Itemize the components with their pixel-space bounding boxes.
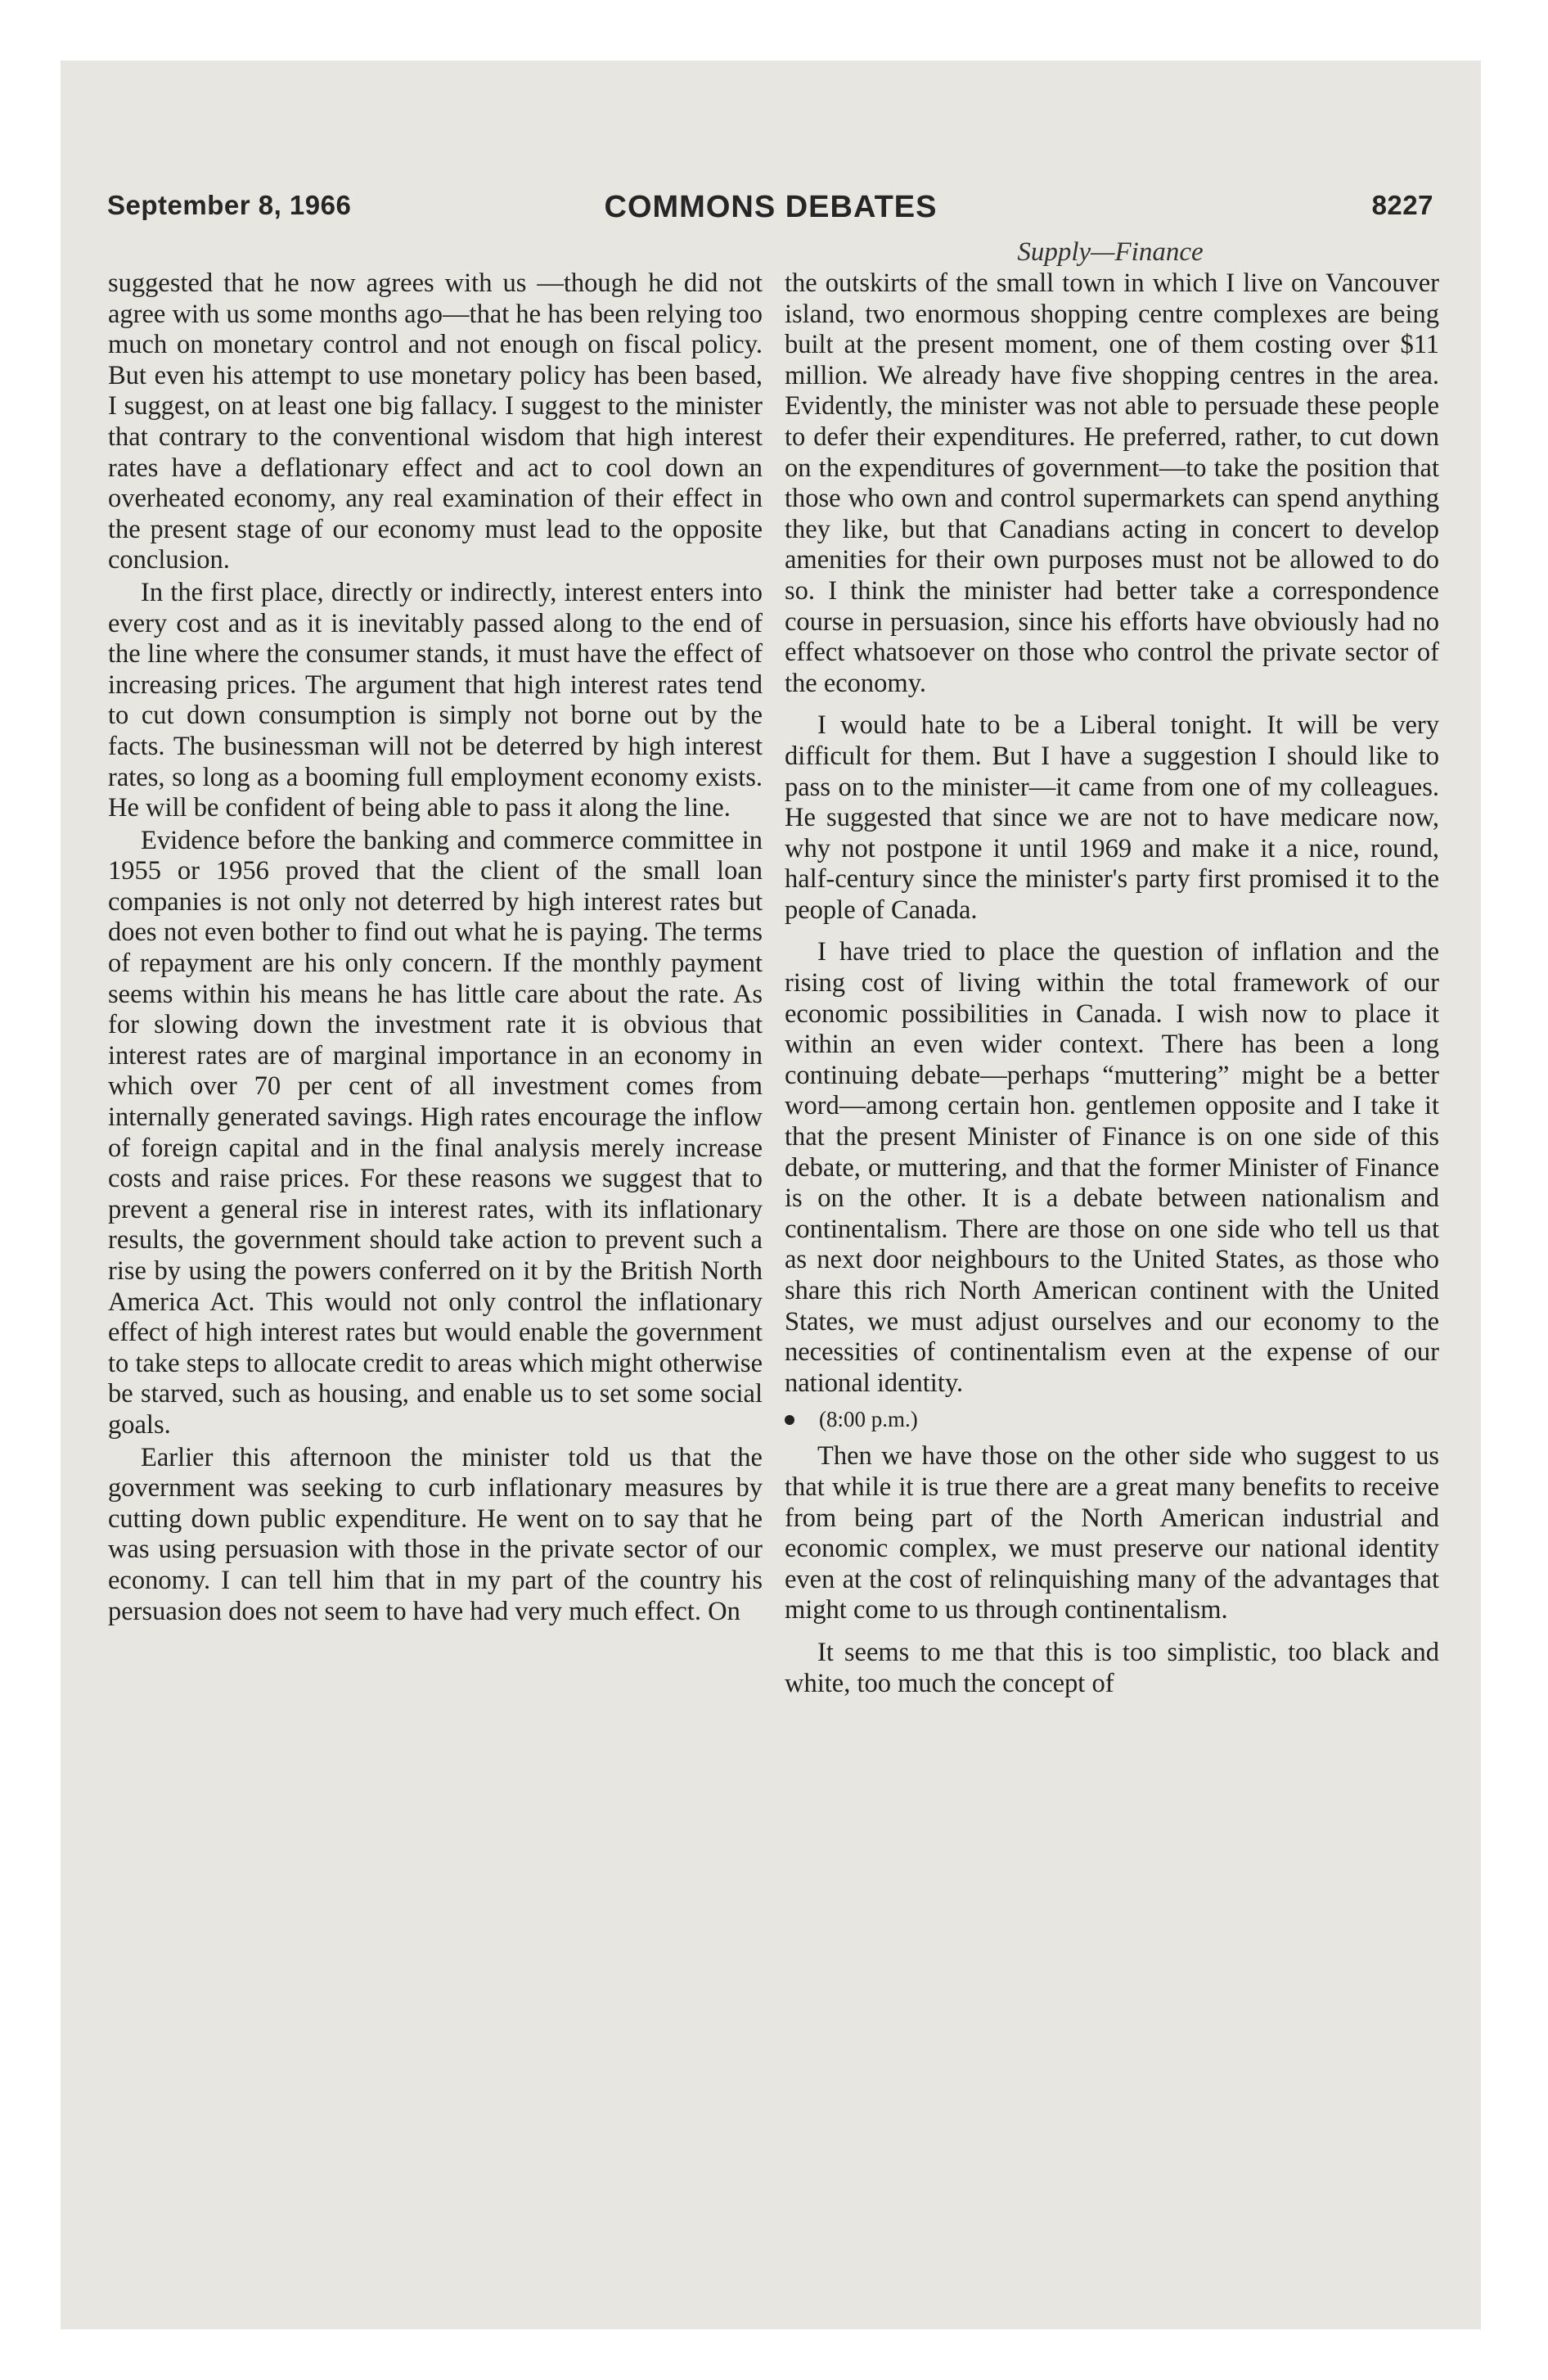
paragraph: Evidence before the banking and commerce committee in 1955 or 1956 proved that the client of the small loan companies is not only not deterred by high interest rates but does not even bother to find out what he is paying. The terms of repayment are his only concern. If the monthly payment seems within his means he has little care about the rate. As for slowing down the investment rate it is obvious that interest rates are of marginal importance in an economy in which over 70 per cent of all investment comes from internally generated savings. High rates encourage the inflow of foreign capital and in the final analysis merely increase costs and raise prices. For these reasons we suggest that to prevent a general rise in interest rates, with its inflationary results, the government should take action to prevent such a rise by using the powers conferred on it by the British North America Act. This would not only control the inflationary effect of high interest rates but would enable the government to take steps to allocate credit to areas which might otherwise be starved, such as housing, and enable us to set some social goals. bbox=[108, 825, 763, 1440]
bullet-icon bbox=[785, 1415, 794, 1425]
page-number: 8227 bbox=[1371, 190, 1433, 220]
time-marker bbox=[785, 1407, 1439, 1431]
page-header bbox=[61, 190, 1481, 239]
paragraph: It seems to me that this is too simplistic, too black and white, too much the concept of bbox=[785, 1637, 1439, 1698]
header-date: September 8, 1966 bbox=[107, 190, 352, 220]
paragraph: suggested that he now agrees with us —though he did not agree with us some months ago—that he has been relying too much on monetary control and not enough on fiscal policy. But even his attempt to use monetary policy has been based, I suggest, on at least one big fallacy. I suggest to the minister that contrary to the conventional wisdom that high interest rates have a deflationary effect and act to cool down an overheated economy, any real examination of their effect in the present stage of our economy must lead to the opposite conclusion. bbox=[108, 268, 763, 575]
left-column bbox=[108, 268, 763, 1627]
paragraph: the outskirts of the small town in which I live on Vancouver island, two enormous shopping centre complexes are being built at the present moment, one of them costing over $11 million. We already have five shopping centres in the area. Evidently, the minister was not able to persuade these people to defer their expenditures. He preferred, rather, to cut down on the expenditures of government—to take the position that those who own and control supermarkets can spend anything they like, but that Canadians acting in concert to develop amenities for their own purposes must not be allowed to do so. I think the minister had better take a correspondence course in persuasion, since his efforts have obviously had no effect whatsoever on those who control the private sector of the economy. bbox=[785, 268, 1439, 698]
paragraph: I would hate to be a Liberal tonight. It will be very difficult for them. But I have a suggestion I should like to pass on to the minister—it came from one of my colleagues. He suggested that since we are not to have medicare now, why not postpone it until 1969 and make it a nice, round, half-century since the minister's party first promised it to the people of Canada. bbox=[785, 710, 1439, 925]
paragraph: Earlier this afternoon the minister told us that the government was seeking to curb inflationary measures by cutting down public expenditure. He went on to say that he was using persuasion with those in the private sector of our economy. I can tell him that in my part of the country his persuasion does not seem to have had very much effect. On bbox=[108, 1442, 763, 1626]
time-marker-text: (8:00 p.m.) bbox=[819, 1407, 918, 1432]
paragraph: In the first place, directly or indirectly, interest enters into every cost and as it is inevitably passed along to the end of the line where the consumer stands, it must have the effect of increasing prices. The argument that high interest rates tend to cut down consumption is simply not borne out by the facts. The businessman will not be deterred by high interest rates, so long as a booming full employment economy exists. He will be confident of being able to pass it along the line. bbox=[108, 577, 763, 823]
paragraph: Then we have those on the other side who suggest to us that while it is true there are a great many benefits to receive from being part of the North American industrial and economic complex, we must preserve our national identity even at the cost of relinquishing many of the advantages that might come to us through continentalism. bbox=[785, 1441, 1439, 1625]
right-column bbox=[785, 268, 1439, 1699]
section-subheading: Supply—Finance bbox=[1017, 237, 1204, 267]
header-title: COMMONS DEBATES bbox=[604, 190, 938, 224]
page bbox=[61, 61, 1481, 2329]
paragraph: I have tried to place the question of inflation and the rising cost of living within the total framework of our economic possibilities in Canada. I wish now to place it within an even wider context. There has been a long continuing debate—perhaps “muttering” might be a better word—among certain hon. gentlemen opposite and I take it that the present Minister of Finance is on one side of this debate, or muttering, and that the former Minister of Finance is on the other. It is a debate between nationalism and continentalism. There are those on one side who tell us that as next door neighbours to the United States, as those who share this rich North American continent with the United States, we must adjust ourselves and our economy to the necessities of continentalism even at the expense of our national identity. bbox=[785, 937, 1439, 1398]
